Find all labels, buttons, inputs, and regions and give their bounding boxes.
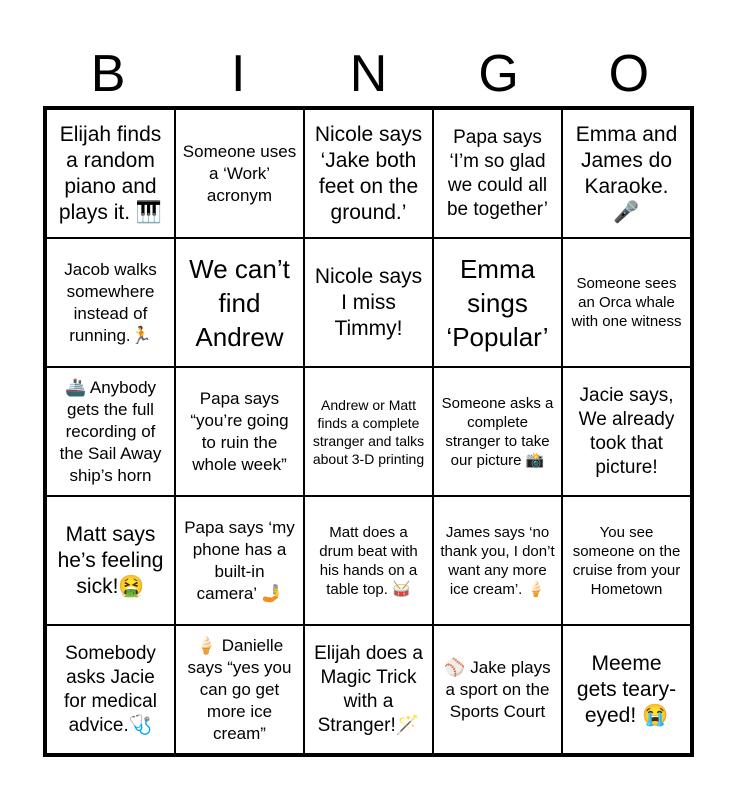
bingo-cell-15[interactable] [562, 367, 691, 496]
bingo-card [43, 106, 694, 757]
cell-text: Emma sings ‘Popular’ [446, 253, 549, 352]
bingo-cell-23[interactable] [304, 625, 433, 754]
bingo-header [43, 40, 694, 108]
cell-text: Matt says he’s feeling sick!🤮 [57, 522, 164, 598]
bingo-cell-3[interactable] [304, 109, 433, 238]
bingo-cell-16[interactable] [46, 496, 175, 625]
cell-text: Somebody asks Jacie for medical advice.🩺 [64, 642, 157, 736]
cell-text: Emma and James do Karaoke. 🎤 [575, 122, 678, 224]
bingo-cell-24[interactable] [433, 625, 562, 754]
header-letter-o: O [608, 45, 650, 103]
cell-text: Papa says ‘I’m so glad we could all be together’ [446, 126, 549, 220]
bingo-cell-22[interactable] [175, 625, 304, 754]
bingo-cell-4[interactable] [433, 109, 562, 238]
cell-text: Jacob walks somewhere instead of running.🏃 [64, 259, 157, 345]
header-letter-b: B [90, 45, 126, 103]
cell-text: Meeme gets teary-eyed! 😭 [576, 651, 677, 727]
bingo-cell-11[interactable] [46, 367, 175, 496]
cell-text: Nicole says ‘Jake both feet on the ground.’ [314, 122, 423, 224]
bingo-cell-13[interactable] [304, 367, 433, 496]
bingo-cell-18[interactable] [304, 496, 433, 625]
bingo-cell-17[interactable] [175, 496, 304, 625]
cell-text: Jacie says, We already took that picture! [578, 384, 675, 478]
cell-text: Nicole says I miss Timmy! [314, 264, 423, 340]
bingo-cell-1[interactable] [46, 109, 175, 238]
bingo-cell-14[interactable] [433, 367, 562, 496]
cell-text: ⚾ Jake plays a sport on the Sports Court [444, 657, 551, 721]
bingo-cell-5[interactable] [562, 109, 691, 238]
bingo-cell-21[interactable] [46, 625, 175, 754]
cell-text: Papa says “you’re going to ruin the whole week” [190, 388, 289, 474]
bingo-cell-2[interactable] [175, 109, 304, 238]
cell-text: Someone asks a complete stranger to take our picture 📸 [441, 394, 554, 469]
cell-text: We can’t find Andrew [189, 253, 290, 352]
cell-text: 🚢 Anybody gets the full recording of the Sail Away ship’s horn [59, 377, 162, 485]
bingo-cell-6[interactable] [46, 238, 175, 367]
cell-text: Matt does a drum beat with his hands on a table top. 🥁 [319, 523, 418, 598]
bingo-cell-25[interactable] [562, 625, 691, 754]
bingo-cell-10[interactable] [562, 238, 691, 367]
cell-text: Someone sees an Orca whale with one witness [571, 275, 682, 330]
cell-text: Andrew or Matt finds a complete stranger and talks about 3-D printing [312, 396, 425, 467]
header-letter-n: N [349, 45, 388, 103]
bingo-cell-19[interactable] [433, 496, 562, 625]
cell-text: Papa says ‘my phone has a built-in camera’ 🤳 [184, 517, 295, 603]
bingo-cell-9[interactable] [433, 238, 562, 367]
cell-text: 🍦 Danielle says “yes you can go get more ice cream” [187, 635, 292, 743]
bingo-cell-7[interactable] [175, 238, 304, 367]
cell-text: Elijah does a Magic Trick with a Stranger!🪄 [314, 642, 423, 736]
cell-text: You see someone on the cruise from your Hometown [572, 523, 681, 598]
header-letter-g: G [478, 45, 519, 103]
cell-text: Elijah finds a random piano and plays it. 🎹 [58, 122, 163, 224]
cell-text: James says ‘no thank you, I don’t want any more ice cream’. 🍦 [440, 523, 555, 598]
header-letter-i: I [231, 45, 246, 103]
bingo-cell-12[interactable] [175, 367, 304, 496]
cell-text: Someone uses a ‘Work’ acronym [182, 141, 297, 205]
bingo-cell-8[interactable] [304, 238, 433, 367]
bingo-cell-20[interactable] [562, 496, 691, 625]
